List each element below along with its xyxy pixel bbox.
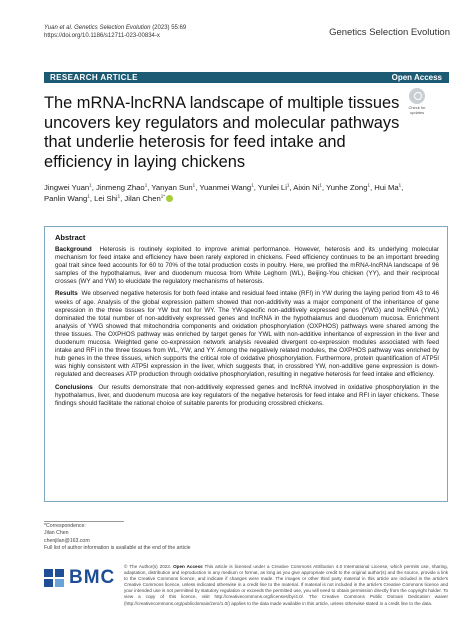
author-affiliation: 1 (117, 193, 121, 199)
author-name: Aixin Ni (293, 183, 320, 192)
author-name: Yuanmei Wang (199, 183, 252, 192)
correspondence-email[interactable]: chenjilan@163.com (44, 537, 90, 544)
author-name: Lei Shi (94, 194, 118, 203)
author-name: Yunlei Li (257, 183, 287, 192)
author-affiliation: 1 (89, 182, 92, 188)
article-type-banner (44, 72, 449, 83)
license-text (124, 564, 448, 607)
affiliation-note: Full list of author information is available at the end of the article (44, 544, 191, 551)
author-affiliation: 1 (192, 182, 196, 188)
author-name: Hui Ma (374, 183, 399, 192)
article-title: The mRNA-lncRNA landscape of multiple tissues uncovers key regulators and molecular pathways that underlie heterosis for feed intake and efficiency in laying chickens (44, 94, 400, 171)
bmc-logo-text: BMC (69, 567, 116, 588)
license-body: This article is licensed under a Creative Commons Attribution 4.0 International License, which permits use, sharing, adaptation, distribution and reproduction in any medium or format, as long as you give appropriate credit to the original author(s) and the source, provide a link to the Creative Commons licence, and indicate if changes were made. The images or other third party material in this article are included in the article's Creative Commons licence, unless indicated otherwise in a credit line to the material. If material is not included in the article's Creative Commons licence and your intended use is not permitted by statutory regulation or exceeds the permitted use, you will need to obtain permission directly from the copyright holder. To view a copy of this licence, visit http://creativecommons.org/licenses/by/4.0/. The Creative Commons Public Domain Dedication waiver (http://creativecommons.org/publicdomain/zero/1.0/) applies to the data made available in this article, unless otherwise stated in a credit line to the data. (124, 564, 448, 606)
author-affiliation: 1 (398, 182, 402, 188)
check-updates-label: Check for updates (408, 105, 426, 115)
author-name: Jilan Chen (124, 194, 161, 203)
orcid-icon[interactable] (166, 195, 173, 202)
author-name: Jingwei Yuan (44, 183, 90, 192)
author-name: Panlin Wang (44, 194, 88, 203)
abstract-section-label: Results (55, 290, 78, 298)
footnote-divider (44, 521, 124, 522)
citation-doi[interactable]: https://doi.org/10.1186/s12711-023-00834-x (44, 33, 160, 39)
author-name: Jinmeng Zhao (95, 183, 145, 192)
correspondence-label: *Correspondence: (44, 523, 86, 529)
author-affiliation: 1 (286, 182, 290, 188)
author-affiliation: 1 (144, 182, 148, 188)
abstract-section-label: Background (55, 246, 92, 253)
author-affiliation: 1 (319, 182, 322, 188)
abstract-section-text: Our results demonstrate that non-additively expressed genes and lncRNA involved in oxidative phosphorylation in the hypothalamus, liver, and duodenum mucosa are key regulators of the negative heterosis for feed intake and RFI in layer chickens. These findings should facilitate the rational choice of suitable parents for producing crossbred chickens. (55, 383, 439, 407)
correspondence-block (44, 523, 190, 552)
author-affiliation: 1 (87, 193, 90, 199)
open-access-label: Open Access (391, 73, 442, 82)
author-name: Yunhe Zong (326, 183, 368, 192)
check-updates-icon (409, 88, 425, 104)
article-type-label: RESEARCH ARTICLE (50, 73, 138, 82)
abstract-section (55, 290, 439, 379)
abstract-section (55, 384, 439, 408)
author-affiliation: 1 (367, 182, 370, 188)
license-year: © The Author(s) 2023. (124, 564, 172, 569)
abstract-section-label: Conclusions (55, 383, 93, 391)
abstract-section (55, 246, 439, 286)
bmc-logo-icon (44, 569, 64, 587)
abstract-section-text: We observed negative heterosis for both feed intake and residual feed intake (RFI) in YW during the laying period from 43 to 46 weeks of age. Analysis of the global expression pattern showed that non-additivity was a major component of the inheritance of gene expression in the three tissues for YW but not for WY. The YW-specific non-additively expressed genes (YWG) and lncRNA (YWL) dominated the total number of non-additively expressed genes and lncRNA in the hypothalamus and duodenum mucosa. Enrichment analysis of YWG showed that mitochondria components and oxidation phosphorylation (OXPHOS) pathways were shared among the three tissues. The OXPHOS pathway was enriched by target genes for YWL with non-additive inheritance of expression in the liver and duodenum mucosa. Weighted gene co-expression network analysis revealed divergent co-expression modules associated with feed intake and RFI in the three tissues from WL, YW, and YY. Among the negatively related modules, the OXPHOS pathway was enriched by hub genes in the three tissues, which supports the critical role of oxidative phosphorylation. Furthermore, protein quantification of ATP5I was highly consistent with ATP5I expression in the liver, which suggests that, in crossbred YW, non-additive gene expression is down-regulated and decreases ATP production through oxidative phosphorylation, resulting in negative heterosis for feed intake and efficiency. (55, 290, 440, 379)
citation-journal: Yuan et al. Genetics Selection Evolution (44, 25, 151, 31)
author-affiliation: 1 (251, 182, 254, 188)
journal-name: Genetics Selection Evolution (329, 27, 450, 38)
correspondence-name: Jilan Chen (44, 530, 69, 537)
author-name: Yanyan Sun (151, 183, 193, 192)
abstract-section-text: Heterosis is routinely exploited to improve animal performance. However, heterosis and its underlying molecular mechanism for feed intake and efficiency have been rarely explored in chickens. Feed efficiency continues to be an important breeding goal trait since feed accounts for 60 to 70% of the total production costs in poultry. Here, we profiled the mRNA-lncRNA landscape of 96 samples of the hypothalamus, liver and duodenum mucosa from White Leghorn (WL), Beijing-You chicken (YY), and their reciprocal crosses (WY and YW) to elucidate the regulatory mechanisms of heterosis. (55, 246, 439, 286)
abstract-box (44, 226, 448, 502)
abstract-heading: Abstract (55, 233, 86, 242)
license-open-access: Open Access (173, 564, 203, 569)
author-list: Jingwei Yuan$^1$, Jinmeng Zhao$^1$, Yanyan Sun$^1$, Yuanmei Wang$^1$, Yunlei Li$^1$, Aixin Ni$^1$, Yunhe Zong$^1$, Hui Ma$^1$, Panlin Wang$^1$, Lei Shi$^1$, Jilan Chen$^{1*}$ (44, 182, 404, 203)
citation-year: (2023) 55:69 (152, 25, 187, 31)
check-for-updates-button[interactable] (404, 88, 430, 115)
citation-header (44, 24, 186, 40)
author-affiliation: 1* (160, 193, 166, 199)
